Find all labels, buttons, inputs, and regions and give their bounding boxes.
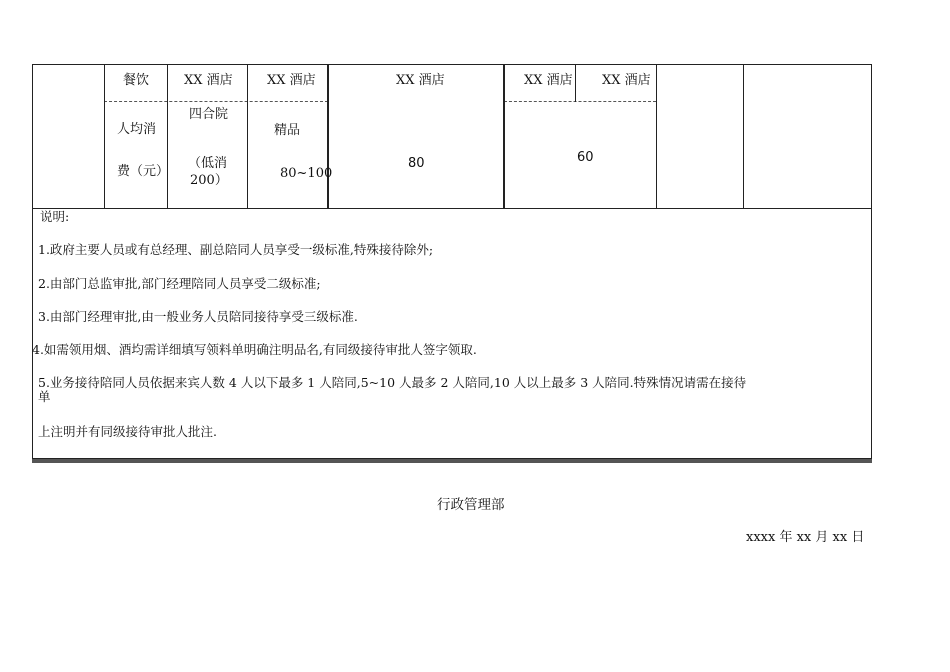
cell-jingpin [248, 102, 333, 181]
header-category: 餐饮 [123, 73, 150, 88]
siheyuan-line2: （低消 [188, 156, 228, 171]
table-border-left [32, 64, 33, 462]
header-hotel-2: XX 酒店 [267, 73, 316, 88]
row-label-line2: 费（元） [117, 164, 170, 179]
notes-title: 说明: [40, 209, 70, 224]
note-1: 1.政府主要人员或有总经理、副总陪同人员享受一级标准,特殊接待除外; [38, 242, 434, 257]
siheyuan-line3: 200） [190, 173, 228, 188]
table-border-bottom [32, 458, 872, 463]
header-divider-right [504, 101, 656, 102]
col-divider-8 [743, 64, 744, 209]
table-border-right [871, 64, 872, 462]
header-hotel-1: XX 酒店 [184, 73, 233, 88]
note-4: 4.如需领用烟、酒均需详细填写领料单明确注明品名,有同级接待审批人签字领取. [32, 342, 477, 357]
header-hotel-5: XX 酒店 [602, 73, 651, 88]
jingpin-line2: 80~100 [280, 166, 333, 181]
jingpin-line1: 精品 [274, 123, 301, 138]
note-3: 3.由部门经理审批,由一般业务人员陪同接待享受三级标准. [38, 309, 358, 324]
note-5b: 单 [38, 389, 51, 404]
header-hotel-3: XX 酒店 [396, 73, 445, 88]
row-label-cell [105, 102, 170, 179]
col-divider-4 [327, 64, 329, 209]
col-divider-7 [656, 64, 657, 209]
cell-value-60: 60 [577, 150, 594, 165]
row-border-bottom [32, 208, 872, 209]
note-6: 上注明并有同级接待审批人批注. [38, 424, 217, 439]
document-date: xxxx 年 xx 月 xx 日 [746, 530, 865, 545]
department-name: 行政管理部 [437, 497, 505, 513]
note-5a: 5.业务接待陪同人员依据来宾人数 4 人以下最多 1 人陪同,5~10 人最多 2 人陪同,10 人以上最多 3 人陪同.特殊情况请需在接待 [38, 375, 747, 390]
siheyuan-line1: 四合院 [189, 107, 229, 122]
col-divider-5 [503, 64, 505, 209]
col-divider-6 [575, 64, 576, 102]
note-2: 2.由部门总监审批,部门经理陪同人员享受二级标准; [38, 276, 321, 291]
cell-value-80: 80 [408, 156, 425, 171]
row-label-line1: 人均消 [117, 122, 157, 137]
table-border-top [32, 64, 872, 65]
cell-siheyuan [168, 102, 247, 190]
header-hotel-4: XX 酒店 [524, 73, 573, 88]
